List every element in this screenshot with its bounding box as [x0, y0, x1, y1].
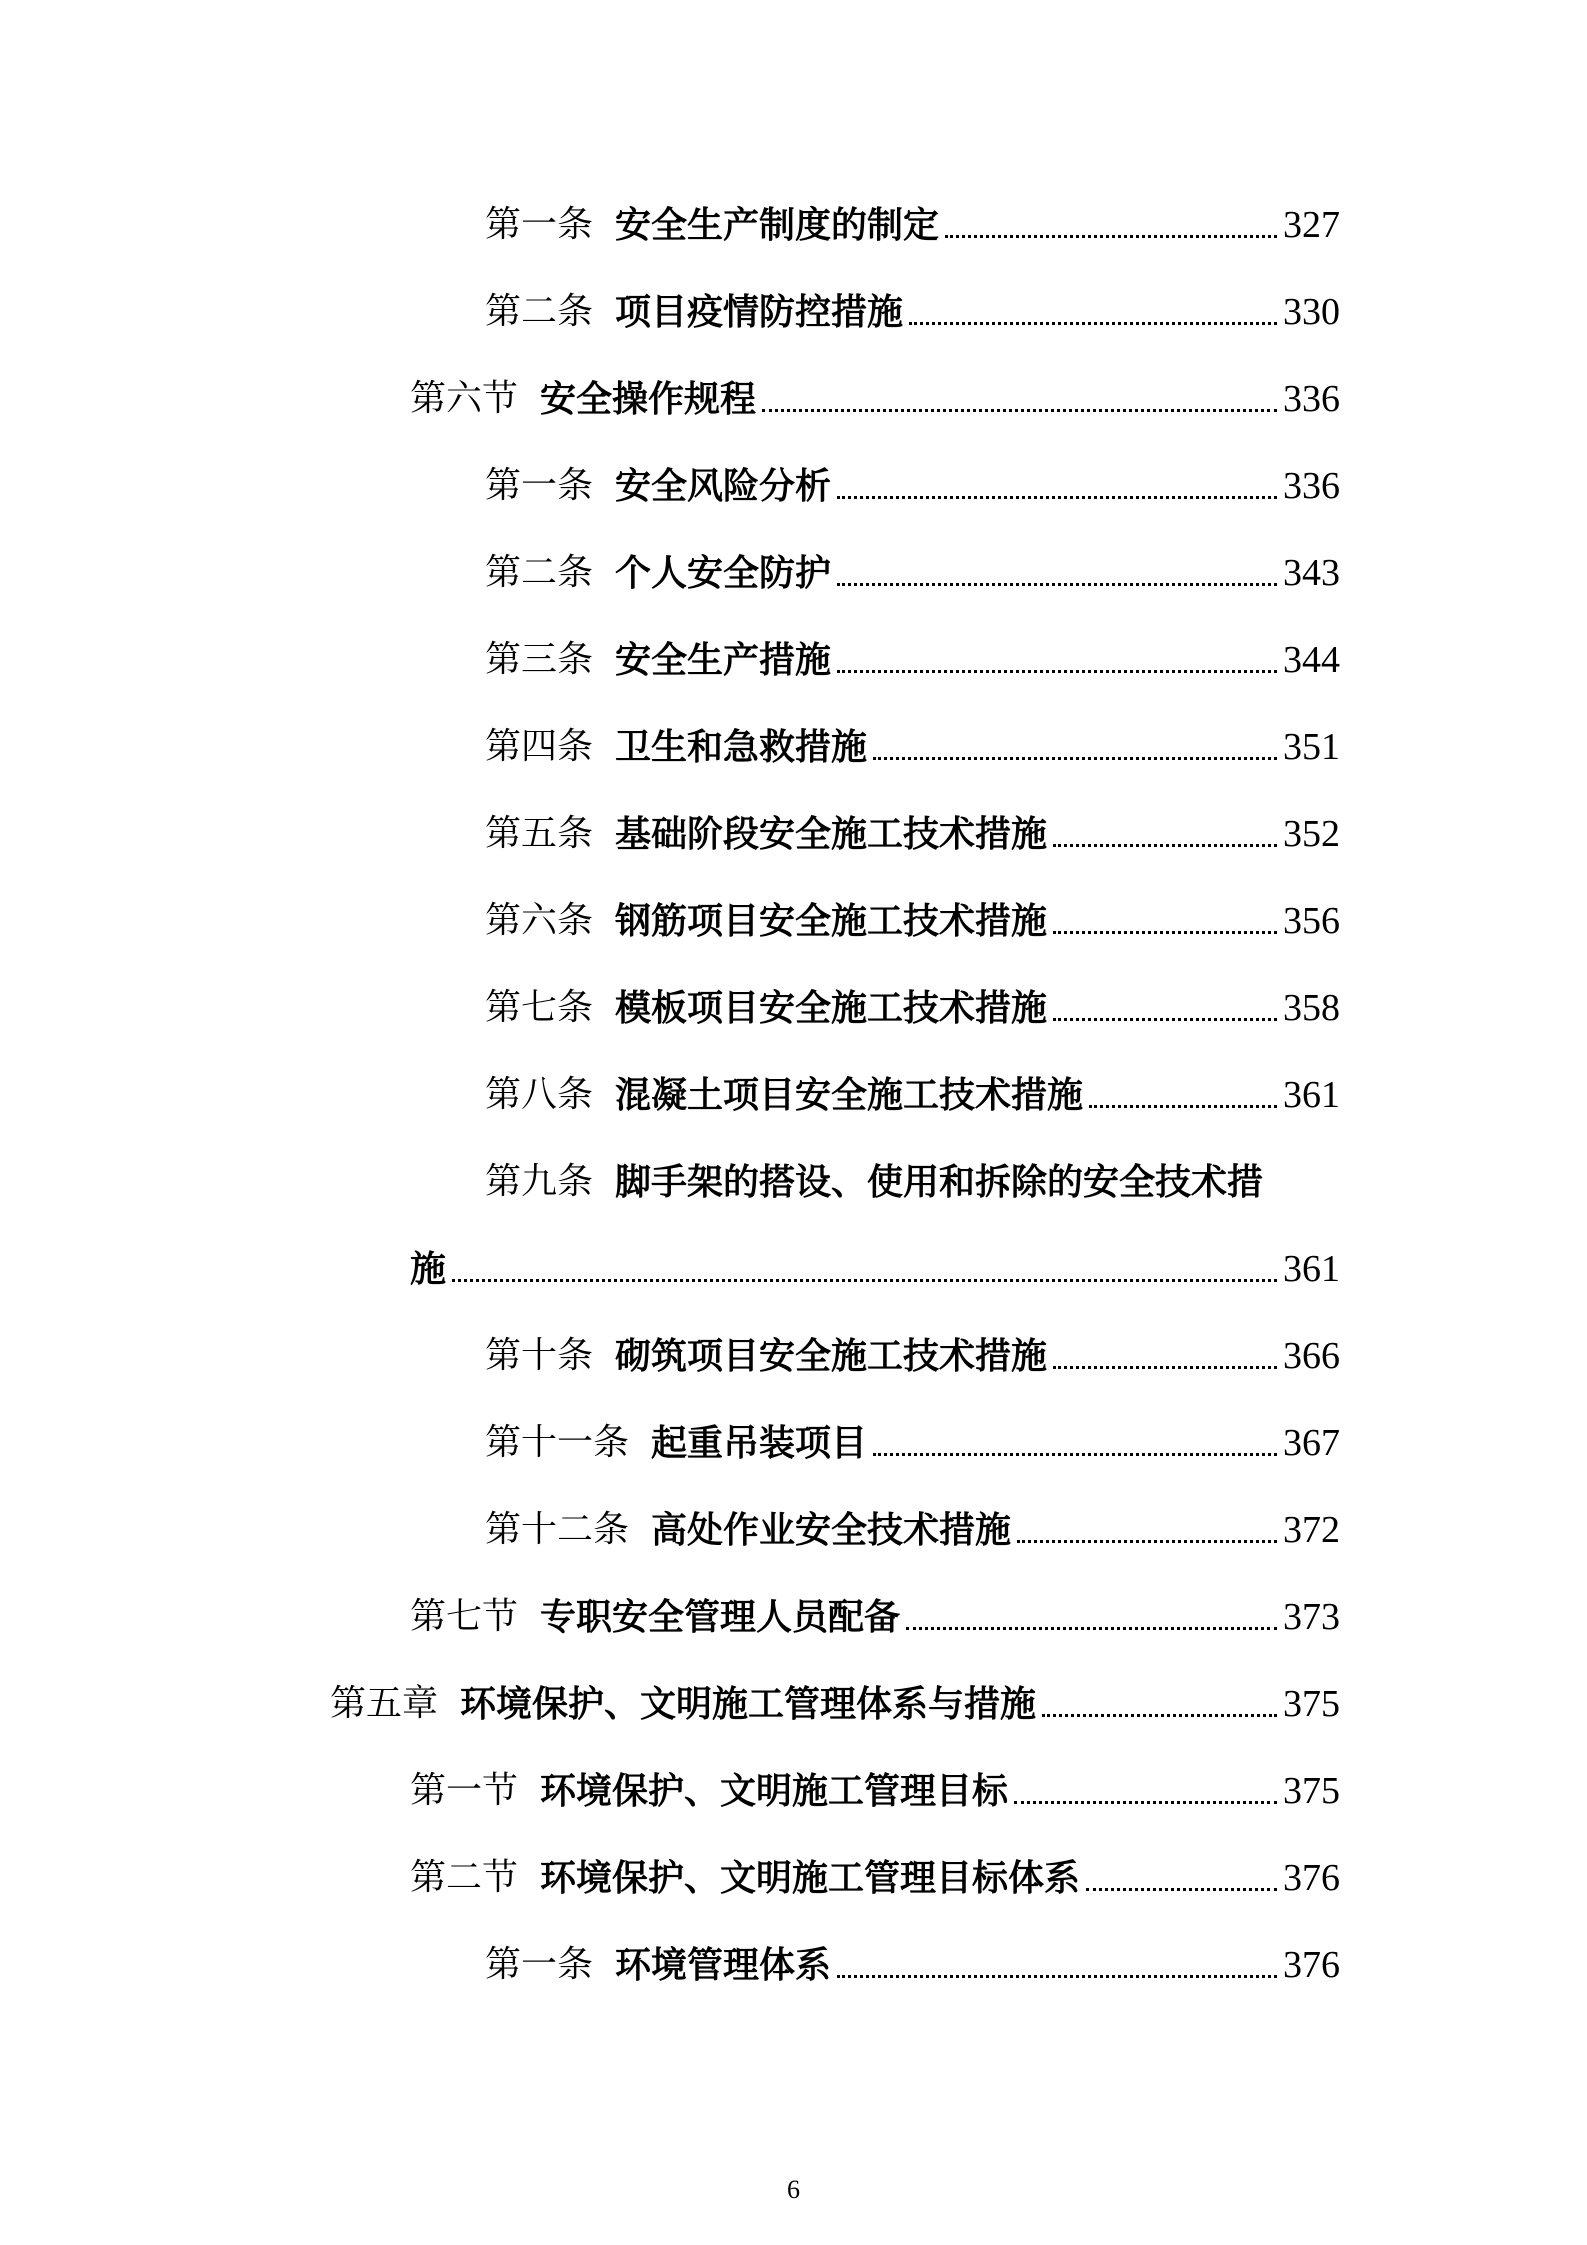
entry-number: 第四条: [485, 726, 594, 767]
entry-page-number: 361: [1283, 1248, 1340, 1290]
entry-title: 卫生和急救措施: [615, 726, 868, 768]
dot-leader: [1086, 1888, 1277, 1891]
entry-title: 安全操作规程: [540, 378, 757, 420]
entry-page-number: 344: [1283, 639, 1340, 681]
entry-number: 第一条: [485, 204, 594, 245]
entry-number: 第八条: [485, 1074, 594, 1115]
entry-number: 第一节: [410, 1770, 519, 1811]
entry-title: 环境保护、文明施工管理目标: [540, 1770, 1009, 1812]
toc-entry[interactable]: [485, 548, 1340, 598]
entry-title: 钢筋项目安全施工技术措施: [615, 900, 1048, 942]
entry-number: 第一条: [485, 1944, 594, 1985]
dot-leader: [837, 496, 1277, 499]
entry-title: 基础阶段安全施工技术措施: [615, 813, 1048, 855]
entry-title: 砌筑项目安全施工技术措施: [615, 1335, 1048, 1377]
dot-leader: [1053, 1366, 1277, 1369]
entry-page-number: 373: [1283, 1596, 1340, 1638]
entry-page-number: 375: [1283, 1770, 1340, 1812]
toc-entry[interactable]: [485, 635, 1340, 685]
entry-title: 安全生产制度的制定: [615, 204, 940, 246]
entry-page-number: 367: [1283, 1422, 1340, 1464]
entry-page-number: 366: [1283, 1335, 1340, 1377]
entry-number: 第二节: [410, 1857, 519, 1898]
toc-entry[interactable]: [485, 1940, 1340, 1990]
dot-leader: [1089, 1105, 1277, 1108]
entry-page-number: 351: [1283, 726, 1340, 768]
toc-entry[interactable]: [485, 287, 1340, 337]
entry-title: 安全风险分析: [615, 465, 832, 507]
entry-title: 专职安全管理人员配备: [540, 1596, 901, 1638]
toc-entry[interactable]: [485, 1331, 1340, 1381]
toc-entry[interactable]: [410, 374, 1340, 424]
toc-entry[interactable]: [485, 809, 1340, 859]
dot-leader: [452, 1279, 1277, 1282]
dot-leader: [837, 1975, 1277, 1978]
entry-title: 个人安全防护: [615, 552, 832, 594]
entry-number: 第五条: [485, 813, 594, 854]
entry-page-number: 336: [1283, 465, 1340, 507]
toc-entry[interactable]: [485, 461, 1340, 511]
entry-page-number: 375: [1283, 1683, 1340, 1725]
dot-leader: [1053, 844, 1277, 847]
dot-leader: [873, 757, 1277, 760]
entry-title: 项目疫情防控措施: [615, 291, 904, 333]
entry-number: 第十条: [485, 1335, 594, 1376]
entry-number: 第三条: [485, 639, 594, 680]
toc-entry[interactable]: [485, 200, 1340, 250]
toc-entry[interactable]: [485, 1418, 1340, 1468]
toc-entry[interactable]: [410, 1766, 1340, 1816]
dot-leader: [762, 409, 1277, 412]
entry-title: 环境管理体系: [615, 1944, 832, 1986]
entry-number: 第七节: [410, 1596, 519, 1637]
dot-leader: [1042, 1714, 1277, 1717]
toc-entry[interactable]: [485, 722, 1340, 772]
toc-entry[interactable]: [330, 1679, 1340, 1729]
entry-number: 第七条: [485, 987, 594, 1028]
dot-leader: [945, 235, 1277, 238]
toc-entry[interactable]: [485, 1070, 1340, 1120]
entry-page-number: 327: [1283, 204, 1340, 246]
entry-number: 第十二条: [485, 1509, 630, 1550]
toc-entry-wrapped[interactable]: [485, 1157, 1340, 1207]
entry-number: 第一条: [485, 465, 594, 506]
footer-page-number: 6: [787, 2175, 800, 2204]
dot-leader: [1014, 1801, 1277, 1804]
dot-leader: [909, 322, 1277, 325]
entry-number: 第六条: [485, 900, 594, 941]
toc-entry[interactable]: [485, 983, 1340, 1033]
entry-number: 第五章: [330, 1683, 439, 1724]
toc-entry[interactable]: [485, 1505, 1340, 1555]
entry-title: 安全生产措施: [615, 639, 832, 681]
dot-leader: [837, 670, 1277, 673]
entry-title: 混凝土项目安全施工技术措施: [615, 1074, 1084, 1116]
entry-number: 第二条: [485, 291, 594, 332]
dot-leader: [906, 1627, 1277, 1630]
entry-number: 第十一条: [485, 1422, 630, 1463]
dot-leader: [1053, 1018, 1277, 1021]
dot-leader: [1053, 931, 1277, 934]
entry-title: 模板项目安全施工技术措施: [615, 987, 1048, 1029]
entry-page-number: 358: [1283, 987, 1340, 1029]
toc-entry[interactable]: [485, 896, 1340, 946]
entry-number: 第二条: [485, 552, 594, 593]
entry-page-number: 372: [1283, 1509, 1340, 1551]
dot-leader: [1017, 1540, 1277, 1543]
entry-page-number: 376: [1283, 1944, 1340, 1986]
toc-entry[interactable]: [410, 1592, 1340, 1642]
entry-number: 第六节: [410, 378, 519, 419]
entry-title-continuation: 施: [410, 1248, 447, 1290]
toc-entry[interactable]: [410, 1853, 1340, 1903]
entry-title: 起重吊装项目: [651, 1422, 868, 1464]
entry-page-number: 376: [1283, 1857, 1340, 1899]
entry-page-number: 356: [1283, 900, 1340, 942]
dot-leader: [837, 583, 1277, 586]
entry-title: 环境保护、文明施工管理体系与措施: [460, 1683, 1037, 1725]
toc-entry-continuation[interactable]: [410, 1244, 1340, 1294]
entry-page-number: 343: [1283, 552, 1340, 594]
entry-number: 第九条: [485, 1161, 594, 1202]
entry-page-number: 330: [1283, 291, 1340, 333]
entry-title: 高处作业安全技术措施: [651, 1509, 1012, 1551]
entry-page-number: 336: [1283, 378, 1340, 420]
entry-title: 环境保护、文明施工管理目标体系: [540, 1857, 1081, 1899]
entry-title: 脚手架的搭设、使用和拆除的安全技术措: [615, 1161, 1264, 1203]
entry-page-number: 361: [1283, 1074, 1340, 1116]
dot-leader: [873, 1453, 1277, 1456]
entry-page-number: 352: [1283, 813, 1340, 855]
